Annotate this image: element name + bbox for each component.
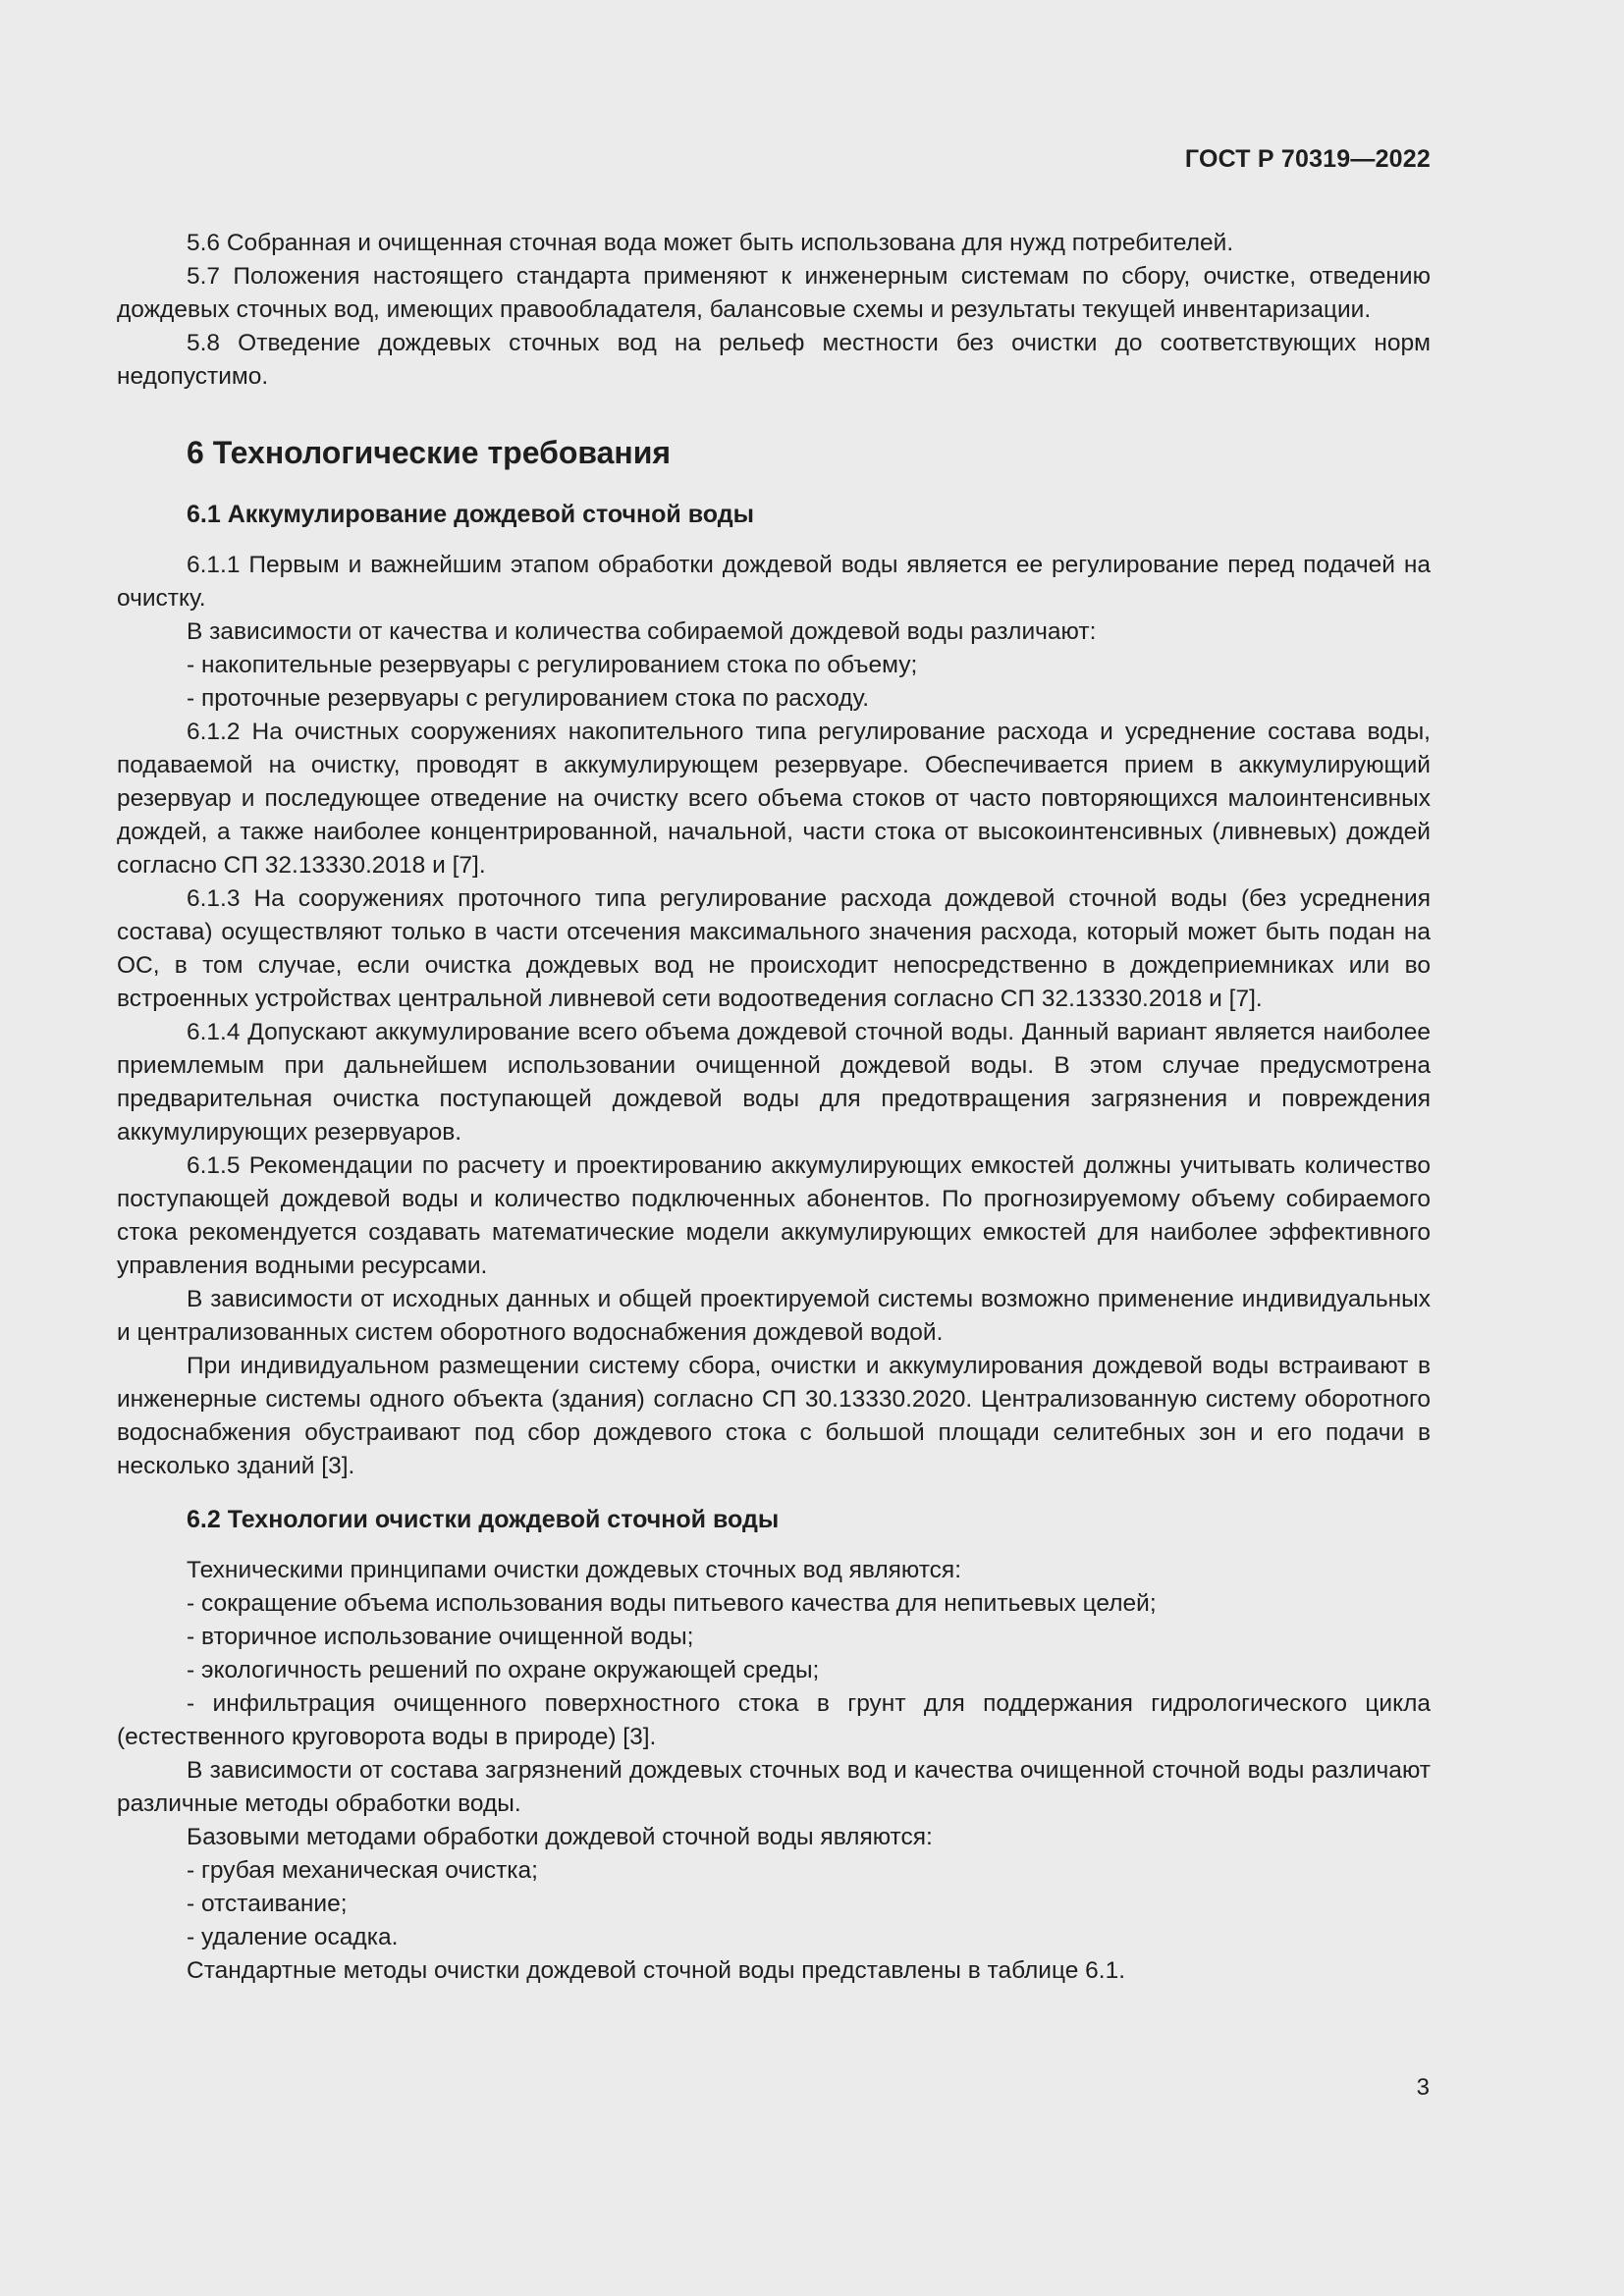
paragraph-5-7: 5.7 Положения настоящего стандарта применяют к инженерным системам по сбору, очистке, отведению дождевых сточных вод, имеющих правообладателя, балансовые схемы и результаты текущей инвентаризации. [117,263,1431,323]
subsection-6-1-heading: 6.1 Аккумулирование дождевой сточной воды [187,501,754,528]
paragraph-6-1-5: 6.1.5 Рекомендации по расчету и проектированию аккумулирующих емкостей должны учитывать количество поступающей дождевой воды и количество подключенных абонентов. По прогнозируемому объему собираемого стока рекомендуется создавать математические модели аккумулирующих емкостей для наиболее эффективного управления водными ресурсами. [117,1152,1431,1279]
paragraph-systems: В зависимости от исходных данных и общей проектируемой системы возможно применение индивидуальных и централизованных систем оборотного водоснабжения дождевой водой. [117,1286,1431,1346]
paragraph-table-reference: Стандартные методы очистки дождевой сточной воды представлены в таблице 6.1. [187,1957,1126,1984]
paragraph-6-1-4: 6.1.4 Допускают аккумулирование всего объема дождевой сточной воды. Данный вариант является наиболее приемлемым при дальнейшем использовании очищенной дождевой воды. В этом случае предусмотрена предварительная очистка поступающей дождевой воды для предотвращения загрязнения и повреждения аккумулирующих резервуаров. [117,1019,1431,1146]
paragraph-methods-intro: В зависимости от состава загрязнений дождевых сточных вод и качества очищенной сточной воды различают различные методы обработки воды. [117,1757,1431,1817]
list-item: - отстаивание; [187,1891,348,1917]
list-item: - накопительные резервуары с регулированием стока по объему; [187,652,918,678]
list-item: - проточные резервуары с регулированием стока по расходу. [187,685,870,712]
subsection-6-2-heading: 6.2 Технологии очистки дождевой сточной воды [187,1506,780,1533]
paragraph-5-8: 5.8 Отведение дождевых сточных вод на рельеф местности без очистки до соответствующих норм недопустимо. [117,330,1431,390]
paragraph-6-1-1: 6.1.1 Первым и важнейшим этапом обработки дождевой воды является ее регулирование перед подачей на очистку. [117,552,1431,612]
list-item: - удаление осадка. [187,1924,399,1950]
list-item: - сокращение объема использования воды питьевого качества для непитьевых целей; [187,1590,1157,1617]
page-content [117,227,1431,1988]
paragraph-6-1-intro: В зависимости от качества и количества собираемой дождевой воды различают: [187,618,1097,645]
section-6-heading: 6 Технологические требования [187,435,672,470]
paragraph-5-6: 5.6 Собранная и очищенная сточная вода может быть использована для нужд потребителей. [187,230,1234,256]
page-number: 3 [1416,2074,1430,2101]
paragraph-6-1-3: 6.1.3 На сооружениях проточного типа регулирование расхода дождевой сточной воды (без усреднения состава) осуществляют только в части отсечения максимального значения расхода, который может быть подан на ОС, в том случае, если очистка дождевых вод не происходит непосредственно в дождеприемниках или во встроенных устройствах центральной ливневой сети водоотведения согласно СП 32.13330.2018 и [7]. [117,885,1431,1012]
paragraph-base-methods: Базовыми методами обработки дождевой сточной воды являются: [187,1824,933,1850]
list-item: - инфильтрация очищенного поверхностного стока в грунт для поддержания гидрологического цикла (естественного круговорота воды в природе) [3]. [117,1690,1431,1750]
document-code-header: ГОСТ Р 70319—2022 [1184,145,1431,173]
paragraph-6-1-2: 6.1.2 На очистных сооружениях накопительного типа регулирование расхода и усреднение состава воды, подаваемой на очистку, проводят в аккумулирующем резервуаре. Обеспечивается прием в аккумулирующий резервуар и последующее отведение на очистку всего объема стоков от часто повторяющихся малоинтенсивных дождей, а также наиболее концентрированной, начальной, части стока от высокоинтенсивных (ливневых) дождей согласно СП 32.13330.2018 и [7]. [117,719,1431,879]
paragraph-placement: При индивидуальном размещении систему сбора, очистки и аккумулирования дождевой воды встраивают в инженерные системы одного объекта (здания) согласно СП 30.13330.2020. Централизованную систему оборотного водоснабжения обустраивают под сбор дождевого стока с большой площади селитебных зон и его подачи в несколько зданий [3]. [117,1353,1431,1479]
paragraph-principles: Техническими принципами очистки дождевых сточных вод являются: [187,1557,962,1583]
list-item: - экологичность решений по охране окружающей среды; [187,1657,820,1683]
list-item: - грубая механическая очистка; [187,1857,538,1884]
list-item: - вторичное использование очищенной воды; [187,1624,694,1650]
